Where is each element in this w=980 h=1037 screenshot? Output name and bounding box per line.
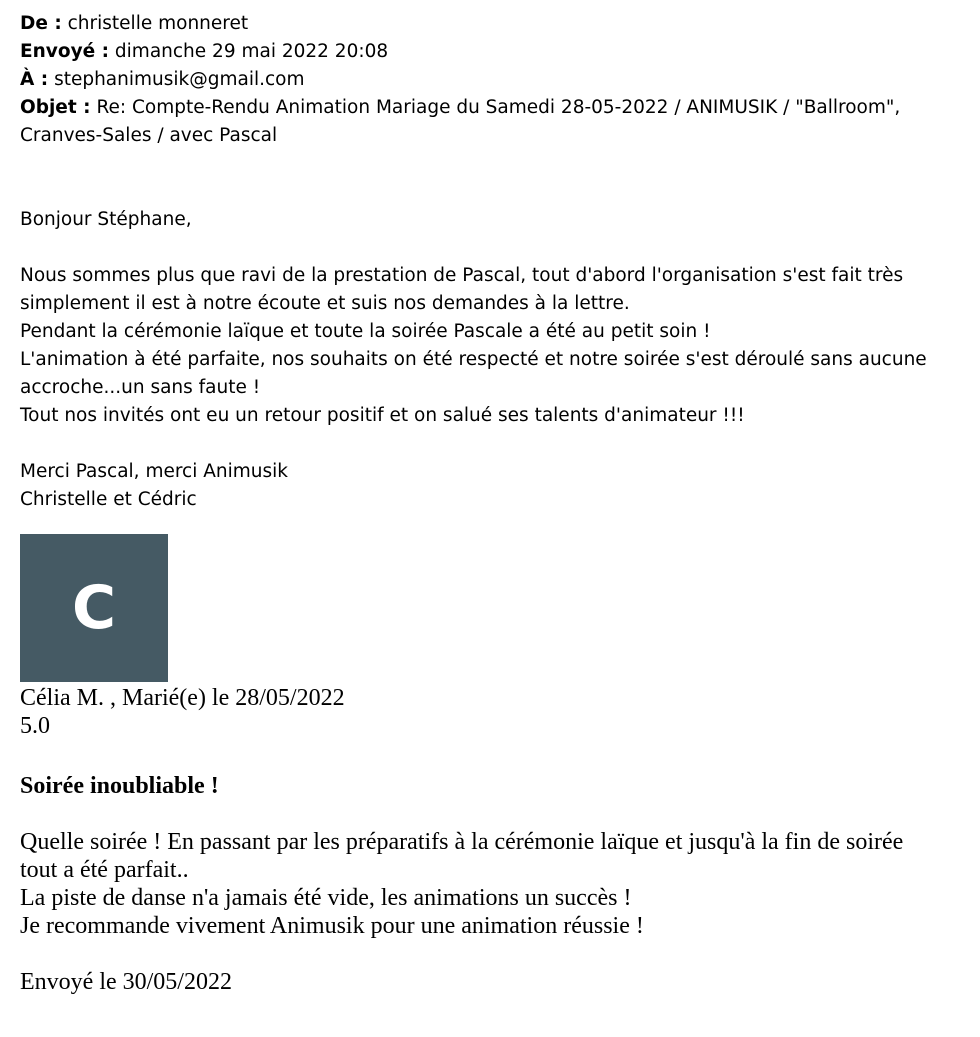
- review-text-line: Quelle soirée ! En passant par les préparatifs à la cérémonie laïque et jusqu'à la fin de soirée: [20, 829, 904, 855]
- body-line: simplement il est à notre écoute et suis nos demandes à la lettre.: [20, 293, 630, 314]
- closing-line: Merci Pascal, merci Animusik: [20, 461, 288, 482]
- review-author: Célia M. , Marié(e) le 28/05/2022: [20, 685, 345, 711]
- sent-row: [20, 38, 950, 66]
- review-text-line: La piste de danse n'a jamais été vide, les animations un succès !: [20, 885, 632, 911]
- from-value: christelle monneret: [67, 13, 249, 34]
- sent-label: Envoyé :: [20, 41, 110, 62]
- body-line: Pendant la cérémonie laïque et toute la soirée Pascale a été au petit soin !: [20, 321, 711, 342]
- from-row: [20, 10, 950, 38]
- to-row: [20, 66, 950, 94]
- greeting: Bonjour Stéphane,: [20, 209, 192, 230]
- avatar: [20, 534, 168, 682]
- subject-label: Objet :: [20, 97, 91, 118]
- sent-value: dimanche 29 mai 2022 20:08: [114, 41, 389, 62]
- subject-row: [20, 94, 950, 150]
- review-rating: 5.0: [20, 713, 50, 739]
- avatar-letter: C: [71, 573, 117, 643]
- to-label: À :: [20, 69, 49, 90]
- review-sent-date: Envoyé le 30/05/2022: [20, 969, 232, 995]
- to-value: stephanimusik@gmail.com: [54, 69, 305, 90]
- body-line: Nous sommes plus que ravi de la prestation de Pascal, tout d'abord l'organisation s'est fait très: [20, 265, 904, 286]
- body-line: L'animation à été parfaite, nos souhaits on été respecté et notre soirée s'est déroulé sans aucune: [20, 349, 927, 370]
- review-text-line: Je recommande vivement Animusik pour une animation réussie !: [20, 913, 644, 939]
- body-line: Tout nos invités ont eu un retour positif et on salué ses talents d'animateur !!!: [20, 405, 745, 426]
- signature: Christelle et Cédric: [20, 489, 197, 510]
- body-line: accroche...un sans faute !: [20, 377, 261, 398]
- review-text-line: tout a été parfait..: [20, 857, 189, 883]
- review-block: [20, 684, 950, 996]
- email-message: [20, 10, 950, 514]
- from-label: De :: [20, 13, 62, 34]
- subject-value-line1: Re: Compte-Rendu Animation Mariage du Samedi 28-05-2022 / ANIMUSIK / "Ballroom",: [96, 97, 901, 118]
- subject-value-line2: Cranves-Sales / avec Pascal: [20, 125, 278, 146]
- review-title: Soirée inoubliable !: [20, 773, 219, 799]
